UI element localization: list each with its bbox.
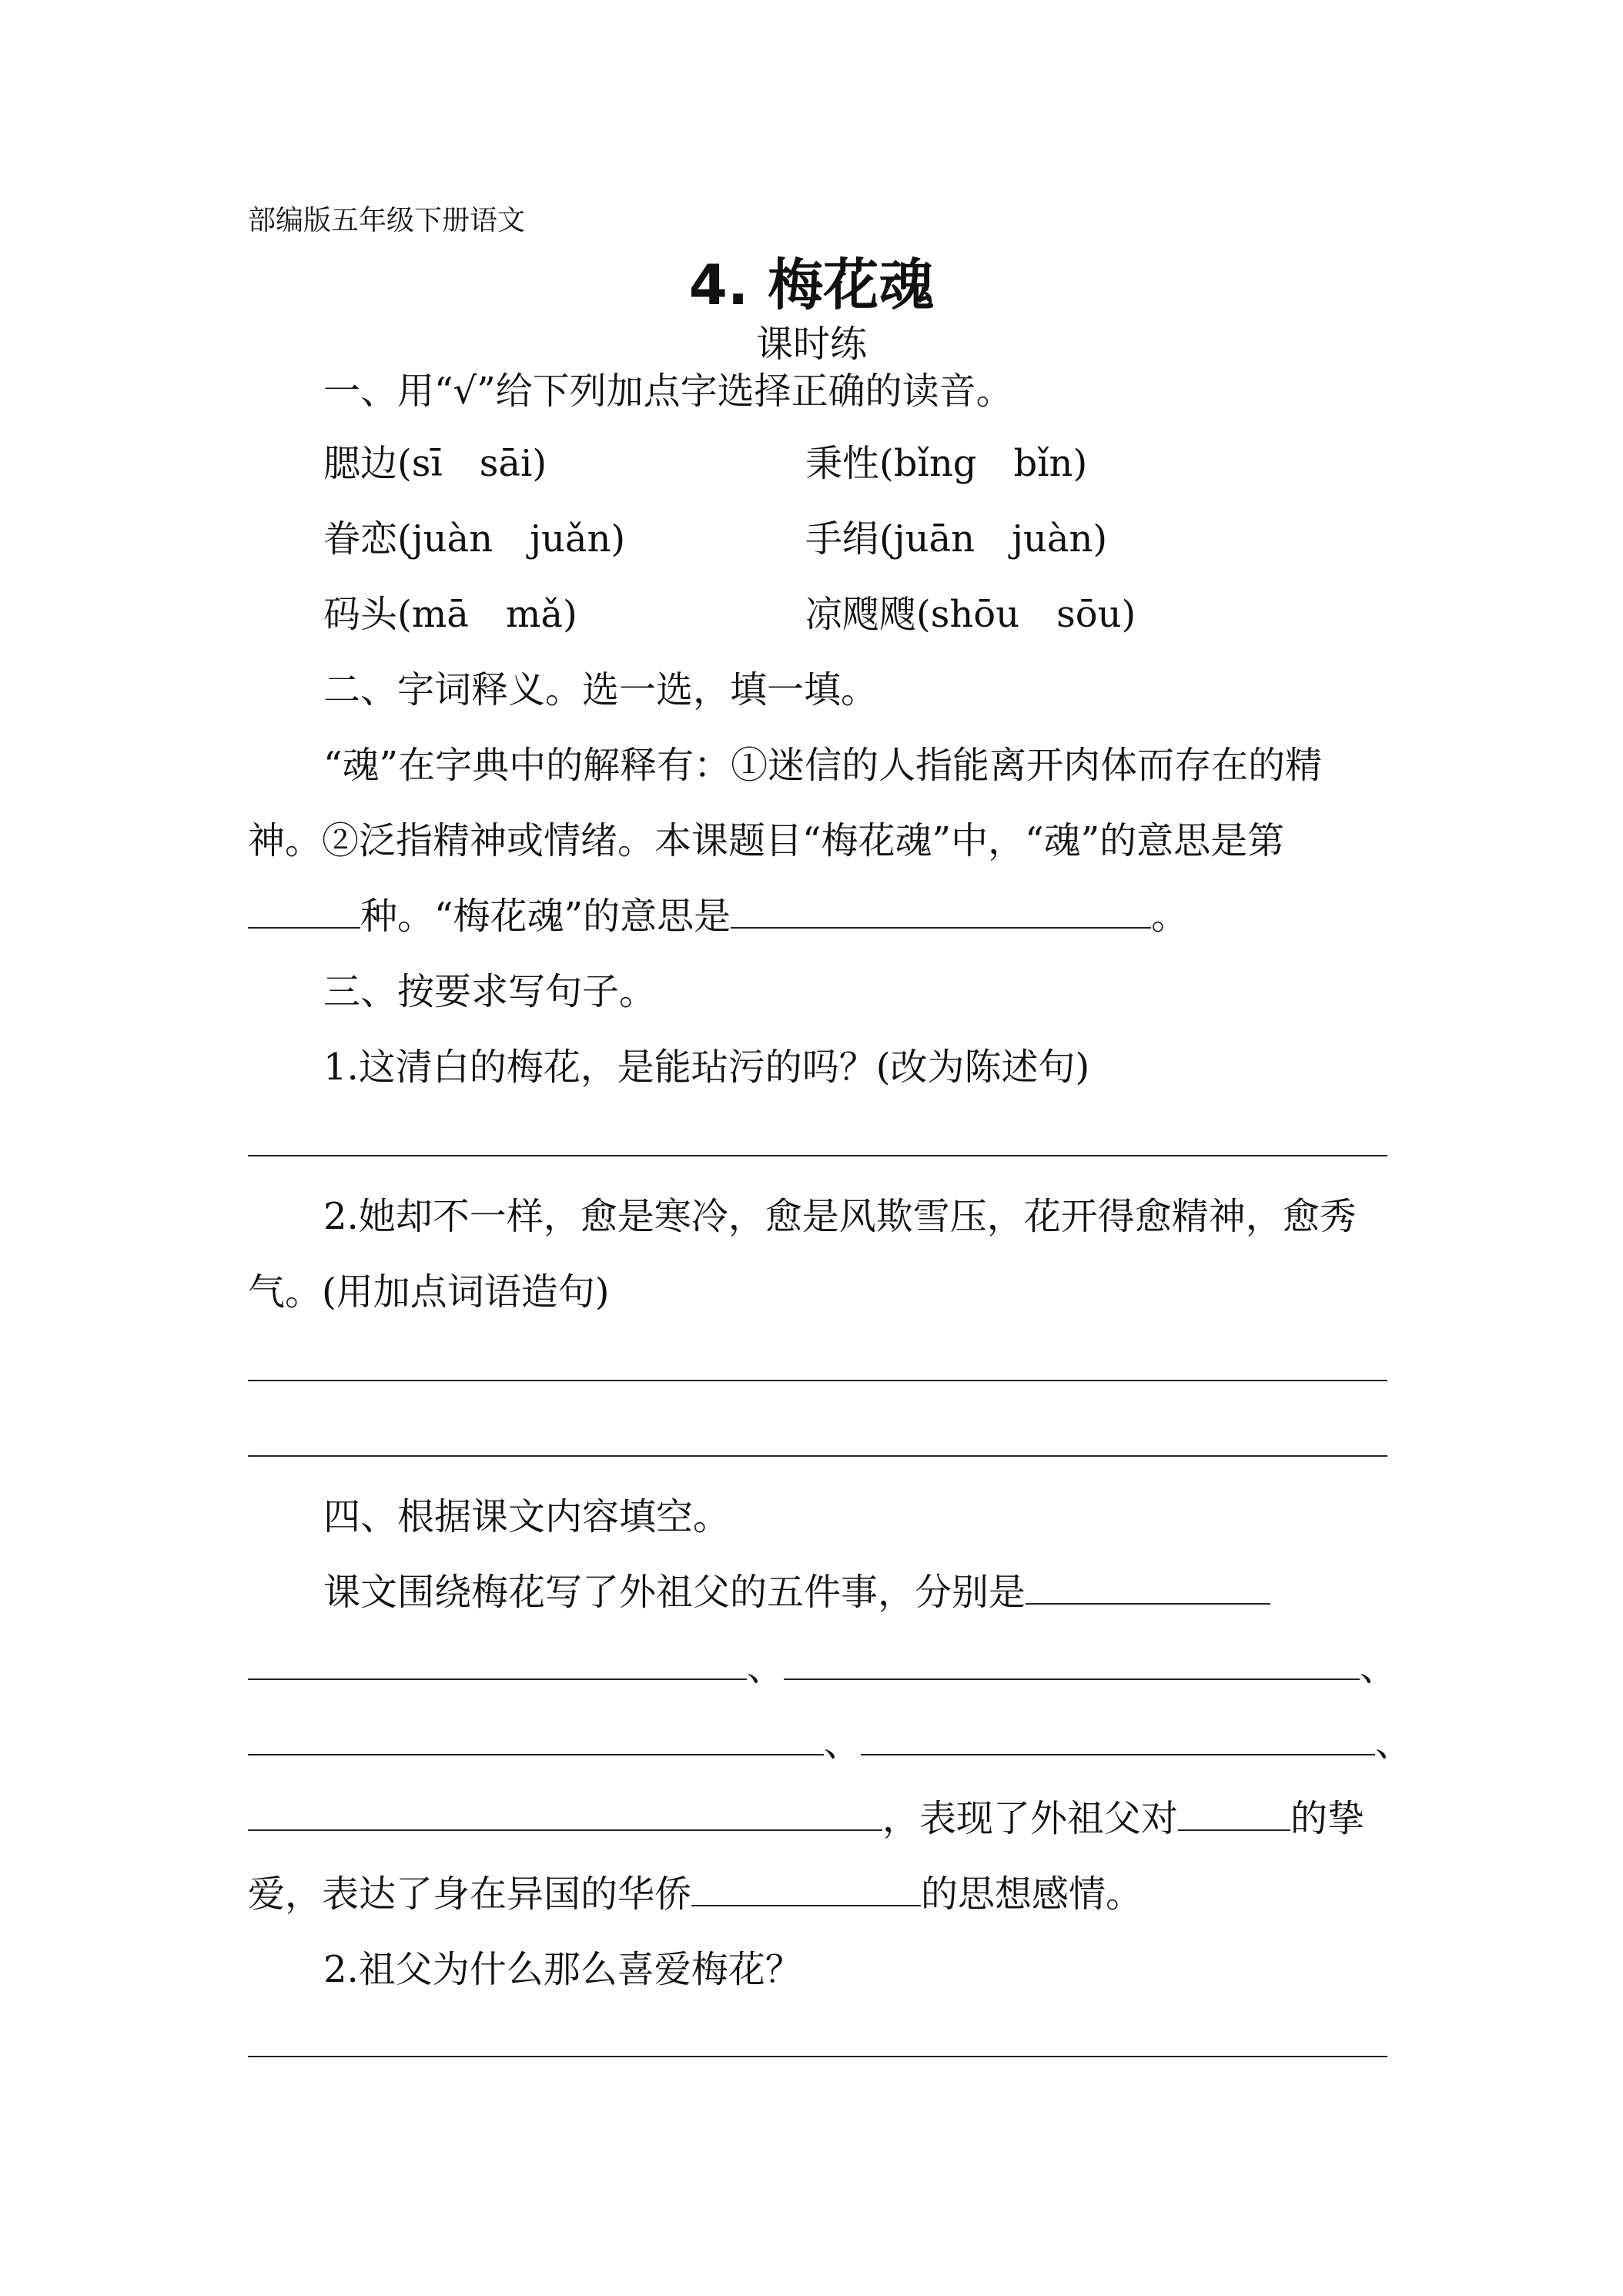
section4-text: ，表现了外祖父对 <box>882 1797 1179 1840</box>
section2-text: 种。“梅花魂”的意思是 <box>360 895 731 938</box>
pinyin-item <box>323 516 625 562</box>
pinyin-options[interactable]: (bǐng bǐn) <box>879 442 1088 485</box>
pinyin-item <box>805 591 1136 638</box>
section4-text: 爱，表达了身在异国的华侨 <box>248 1873 692 1916</box>
section2-paragraph-line: 神。②泛指精神或情绪。本课题目“梅花魂”中，“魂”的意思是第 <box>248 819 1285 862</box>
section4-paragraph-line <box>323 1569 1270 1615</box>
section4-paragraph-line <box>248 1871 1143 1917</box>
pinyin-options[interactable]: (mā mǎ) <box>397 593 577 636</box>
blank-field[interactable] <box>1026 1569 1270 1605</box>
section2-paragraph-line <box>248 893 1188 939</box>
section2-paragraph-line: “魂”在字典中的解释有：①迷信的人指能离开肉体而存在的精 <box>323 744 1323 787</box>
section4-text: 的挚 <box>1290 1797 1365 1840</box>
blank-field[interactable] <box>731 893 1151 929</box>
pinyin-options[interactable]: (shōu sōu) <box>916 593 1136 636</box>
section1-heading: 一、用“√”给下列加点字选择正确的读音。 <box>323 370 1013 413</box>
pinyin-word: 码头 <box>323 593 398 636</box>
blank-field[interactable] <box>248 1796 882 1831</box>
pinyin-options[interactable]: (juàn juǎn) <box>397 517 626 561</box>
section2-text: 。 <box>1151 895 1189 938</box>
pinyin-item <box>805 440 1087 487</box>
header-course-label: 部编版五年级下册语文 <box>248 205 526 236</box>
question-text: 气。(用加点词语造句) <box>248 1270 610 1314</box>
page-subtitle: 课时练 <box>755 323 867 366</box>
section4-paragraph-line <box>248 1645 1397 1691</box>
pinyin-word: 凉飕飕 <box>805 593 917 636</box>
pinyin-options[interactable]: (juān juàn) <box>879 517 1108 561</box>
blank-field[interactable] <box>248 1645 747 1680</box>
blank-field[interactable] <box>1178 1796 1290 1831</box>
section4-heading: 四、根据课文内容填空。 <box>323 1495 731 1538</box>
separator: 、 <box>1360 1646 1397 1689</box>
section3-heading: 三、按要求写句子。 <box>323 970 657 1013</box>
pinyin-word: 手绢 <box>805 517 880 561</box>
section4-paragraph-line <box>248 1720 1412 1766</box>
blank-field[interactable] <box>248 1720 824 1755</box>
question-text: 2.祖父为什么那么喜爱梅花？ <box>323 1948 802 1991</box>
answer-line[interactable] <box>248 1380 1387 1381</box>
answer-line[interactable] <box>248 1455 1387 1457</box>
page-title: 4. 梅花魂 <box>688 253 935 317</box>
section4-text: 的思想感情。 <box>921 1873 1143 1916</box>
pinyin-word: 秉性 <box>805 442 880 485</box>
blank-field[interactable] <box>248 893 360 929</box>
pinyin-item <box>323 440 547 487</box>
blank-field[interactable] <box>691 1871 921 1906</box>
answer-line[interactable] <box>248 1155 1387 1156</box>
pinyin-item <box>323 591 577 638</box>
section2-heading: 二、字词释义。选一选，填一填。 <box>323 668 878 711</box>
separator: 、 <box>747 1646 785 1689</box>
pinyin-word: 眷恋 <box>323 517 398 561</box>
question-text: 1.这清白的梅花，是能玷污的吗？(改为陈述句) <box>323 1046 1090 1089</box>
pinyin-item <box>805 516 1107 562</box>
pinyin-word: 腮边 <box>323 442 398 485</box>
blank-field[interactable] <box>861 1720 1375 1755</box>
separator: 、 <box>1375 1722 1413 1765</box>
pinyin-options[interactable]: (sī sāi) <box>397 442 547 485</box>
separator: 、 <box>824 1722 862 1765</box>
section4-text: 课文围绕梅花写了外祖父的五件事，分别是 <box>323 1571 1026 1614</box>
blank-field[interactable] <box>784 1645 1360 1680</box>
question-text: 2.她却不一样，愈是寒冷，愈是风欺雪压，花开得愈精神，愈秀 <box>323 1195 1357 1238</box>
answer-line[interactable] <box>248 2056 1387 2057</box>
section4-paragraph-line <box>248 1796 1364 1842</box>
